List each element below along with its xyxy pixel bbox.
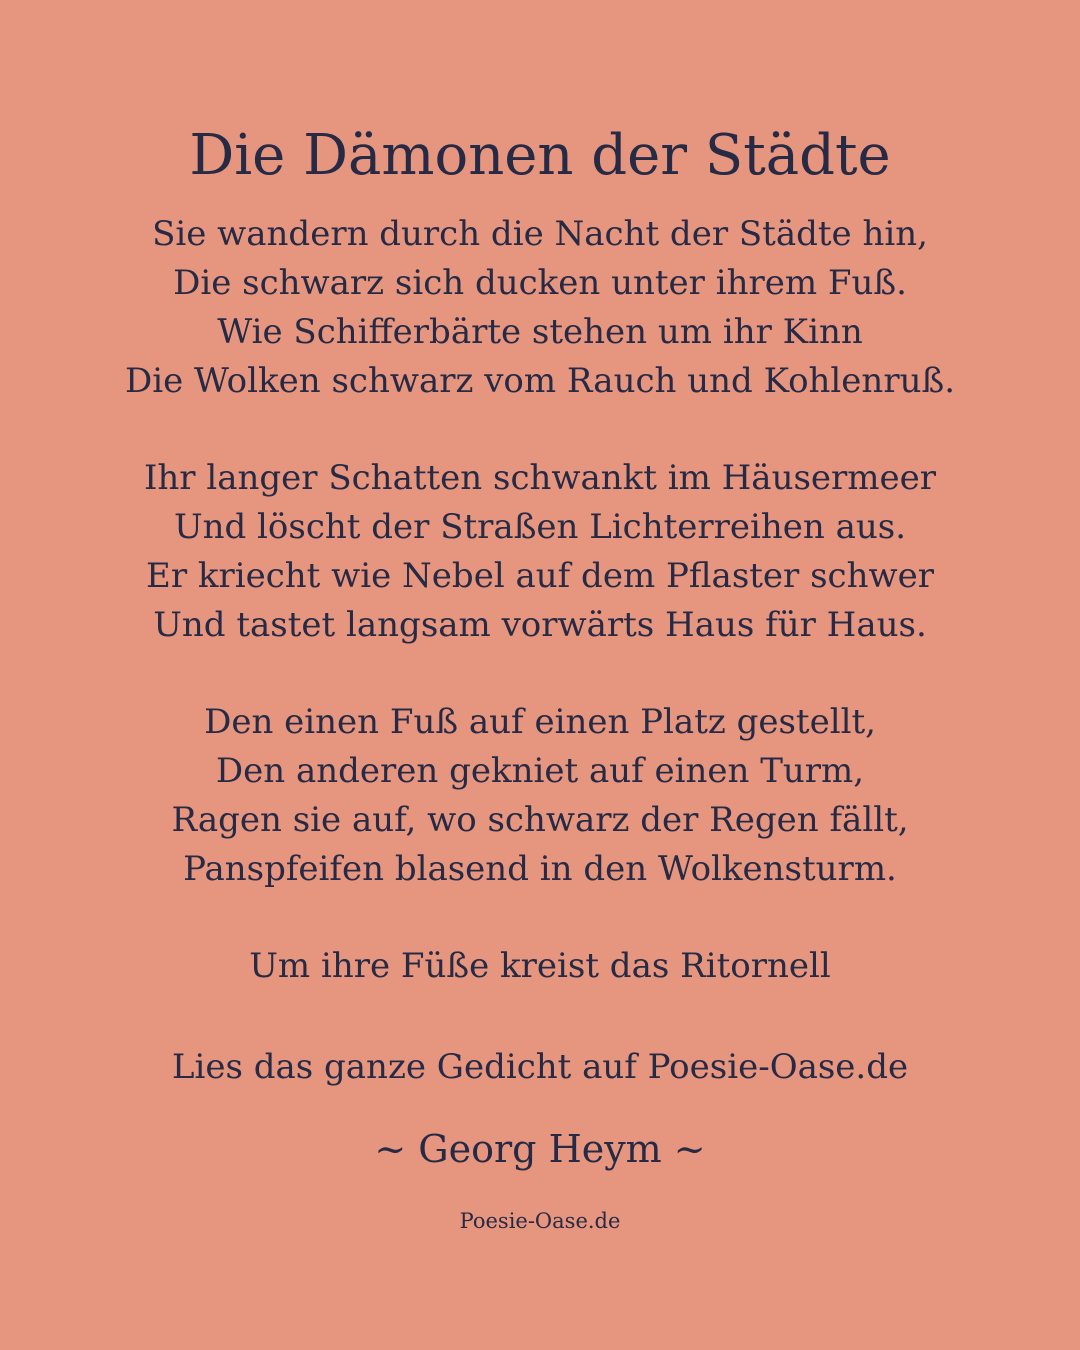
stanza-4 bbox=[0, 942, 1080, 991]
poem-author: ~ Georg Heym ~ bbox=[374, 1127, 706, 1171]
poem-line: Die schwarz sich ducken unter ihrem Fuß. bbox=[173, 263, 907, 303]
stanza-1 bbox=[0, 210, 1080, 406]
poem-line: Und tastet langsam vorwärts Haus für Haus. bbox=[153, 605, 927, 645]
poem-title: Die Dämonen der Städte bbox=[189, 123, 891, 188]
poem-line: Den anderen gekniet auf einen Turm, bbox=[215, 751, 865, 791]
poem-line: Um ihre Füße kreist das Ritornell bbox=[249, 946, 831, 986]
poem-line: Und löscht der Straßen Lichterreihen aus. bbox=[173, 507, 907, 547]
poem-line: Ragen sie auf, wo schwarz der Regen fällt, bbox=[171, 800, 909, 840]
read-more-text: Lies das ganze Gedicht auf Poesie-Oase.de bbox=[171, 1047, 909, 1087]
poem-line: Panspfeifen blasend in den Wolkensturm. bbox=[183, 849, 897, 889]
poem-line: Er kriecht wie Nebel auf dem Pflaster schwer bbox=[146, 556, 934, 596]
stanza-2 bbox=[0, 454, 1080, 650]
site-credit: Poesie-Oase.de bbox=[459, 1209, 621, 1233]
poem-body bbox=[0, 210, 1080, 1039]
poem-line: Den einen Fuß auf einen Platz gestellt, bbox=[204, 702, 876, 742]
poem-line: Sie wandern durch die Nacht der Städte hin, bbox=[152, 214, 928, 254]
poem-line: Ihr langer Schatten schwankt im Häusermeer bbox=[143, 458, 937, 498]
poem-line: Wie Schifferbärte stehen um ihr Kinn bbox=[217, 312, 863, 352]
poem-line: Die Wolken schwarz vom Rauch und Kohlenruß. bbox=[124, 361, 955, 401]
stanza-3 bbox=[0, 698, 1080, 894]
